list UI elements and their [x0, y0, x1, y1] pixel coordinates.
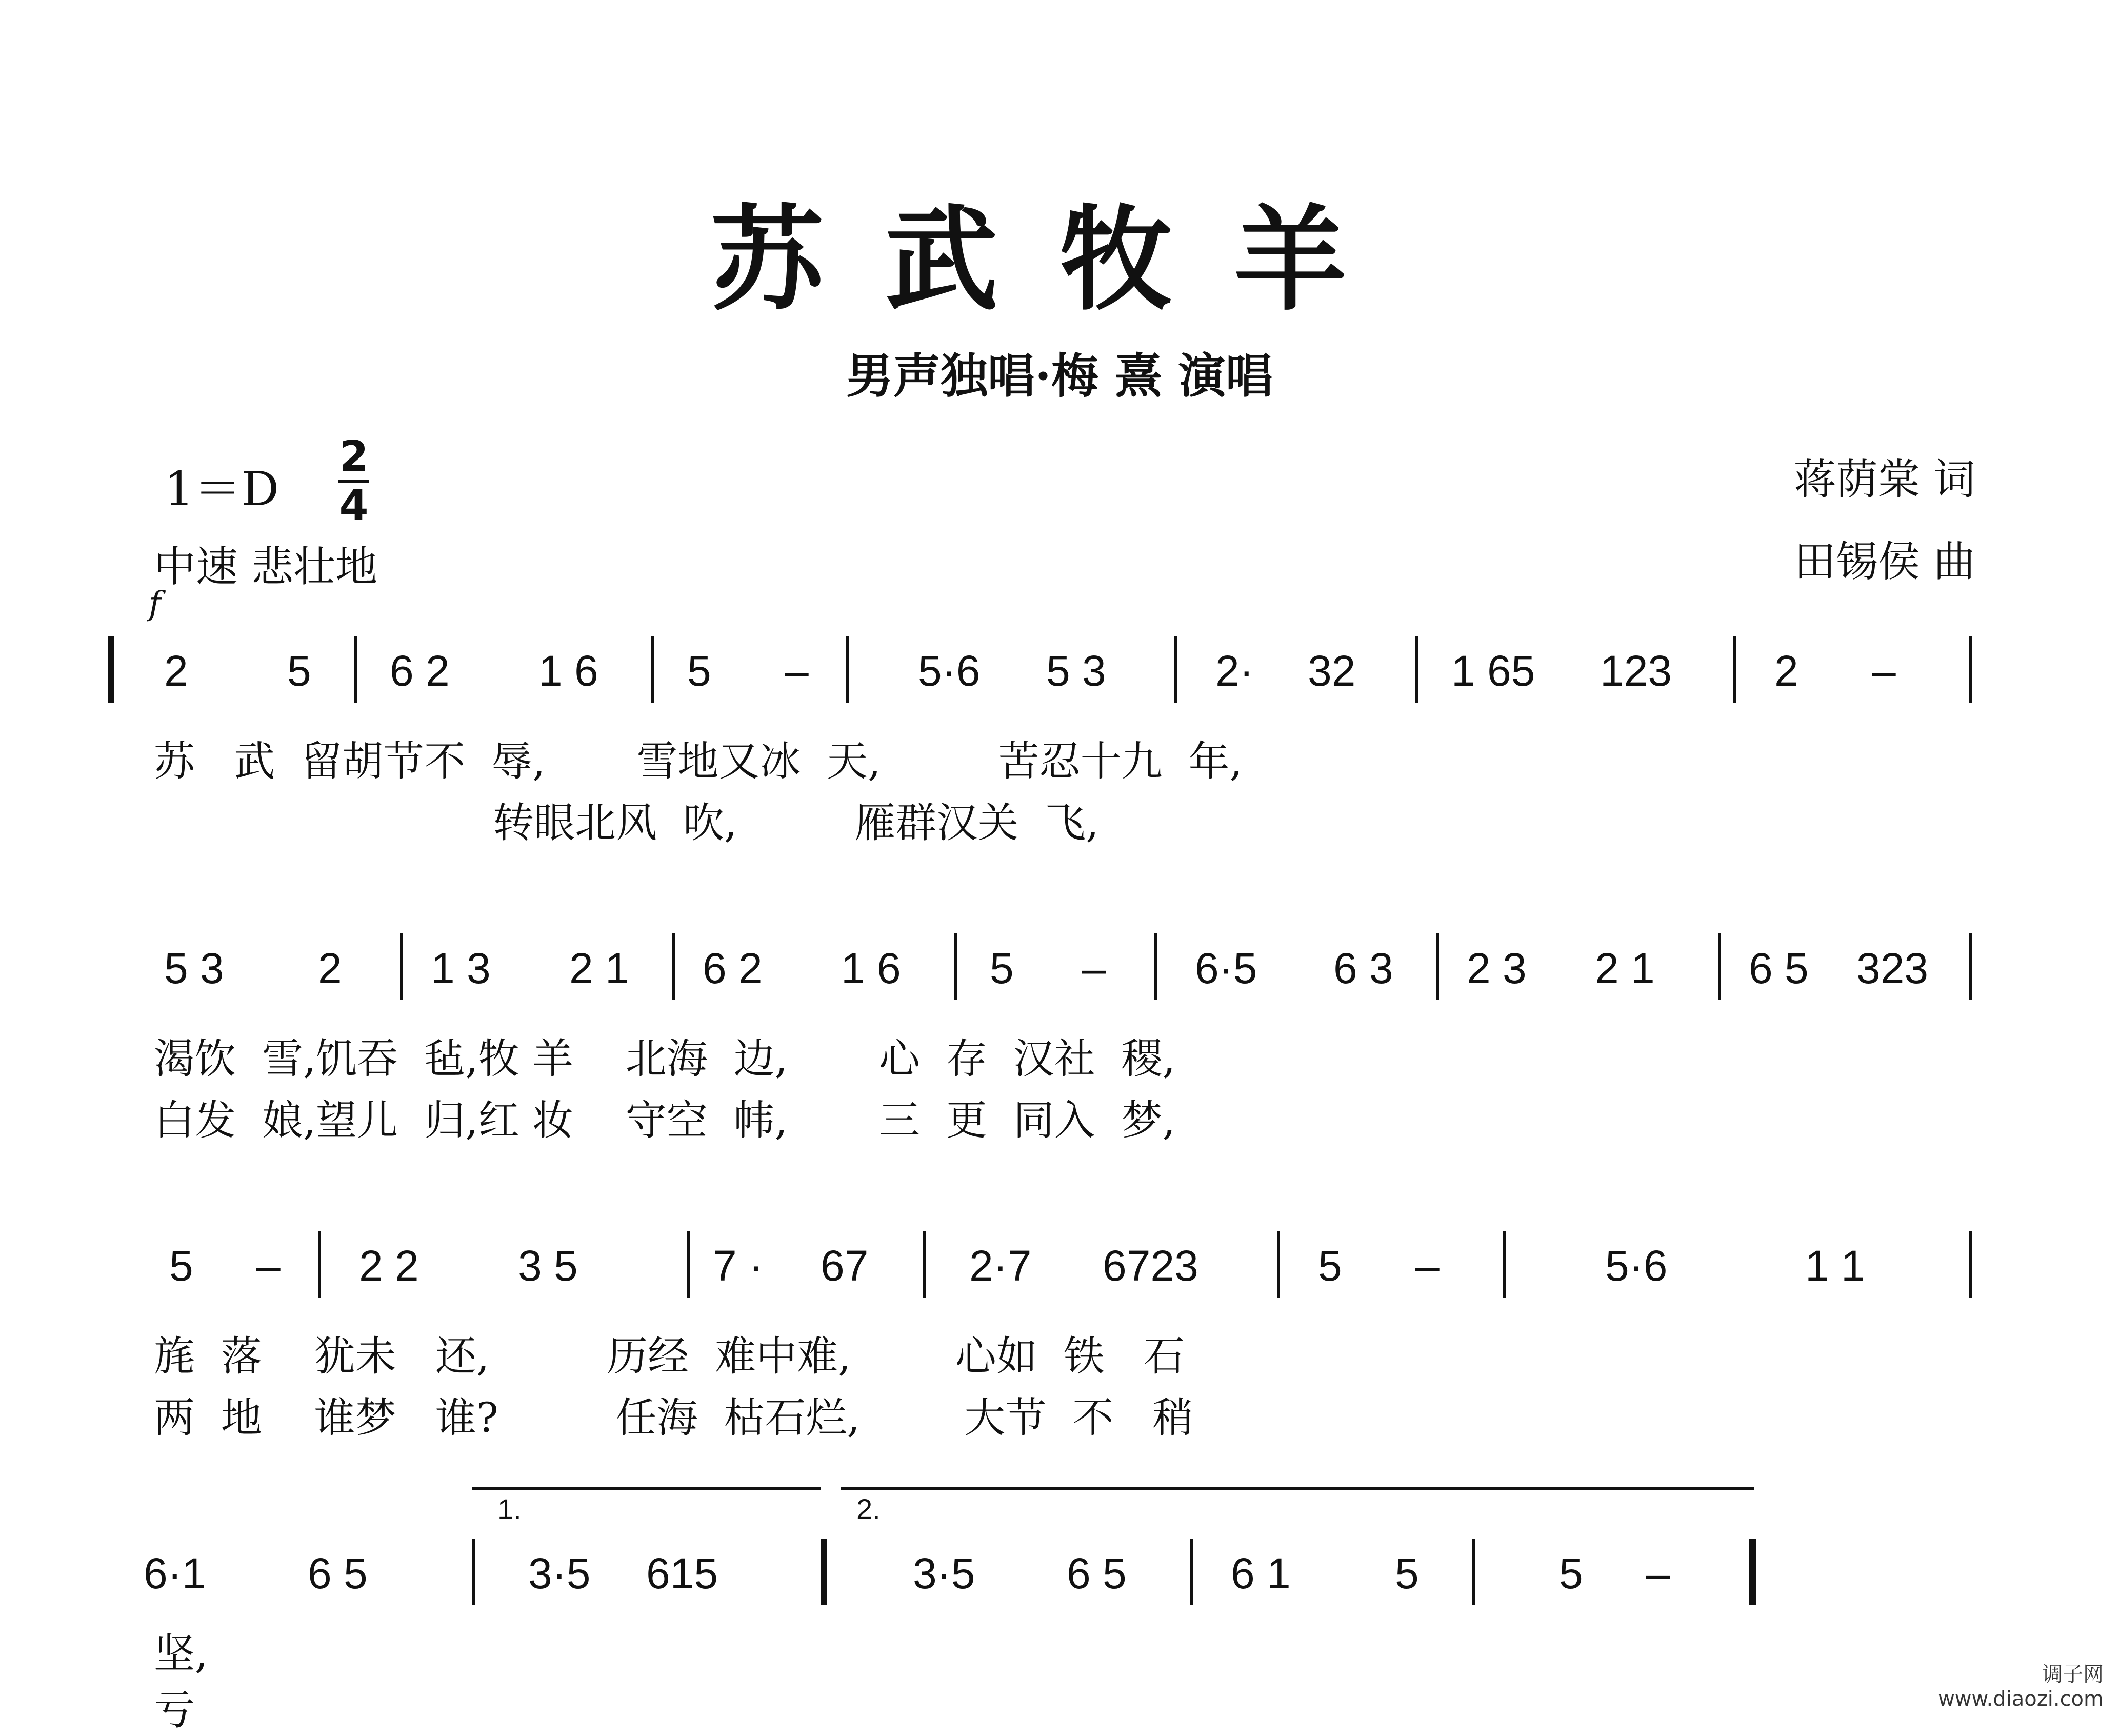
note: 6 2: [703, 944, 763, 992]
note: 32: [1308, 647, 1356, 695]
note: 6 5: [1749, 944, 1809, 992]
tempo-marking: 中速 悲壮地: [154, 543, 378, 591]
note: 6723: [1103, 1242, 1198, 1290]
note: 1 3: [431, 944, 491, 992]
note: 6 5: [1067, 1549, 1127, 1598]
note: 2·: [1215, 647, 1254, 695]
time-signature: [338, 432, 369, 530]
note: 1 65: [1451, 647, 1535, 695]
note: 1 6: [538, 647, 598, 695]
note: 5·6: [1605, 1242, 1668, 1290]
page-subtitle: 男声独唱·梅 熹 演唱: [846, 348, 1273, 404]
lyric-line: 坚,: [154, 1630, 208, 1678]
lyric-line: 旄 落 犹未 还, 历经 难中难, 心如 铁 石: [154, 1332, 1185, 1380]
note: 5: [687, 647, 711, 695]
note: 2·7: [969, 1242, 1032, 1290]
note: –: [1872, 647, 1896, 695]
note: 5 3: [1046, 647, 1106, 695]
lyric-line: 转眼北风 吹, 雁群汉关 飞,: [154, 799, 1099, 847]
lyric-line: 亏: [154, 1686, 195, 1734]
note: –: [256, 1242, 281, 1290]
note: –: [785, 647, 809, 695]
note: 67: [821, 1242, 869, 1290]
note: 2 1: [569, 944, 629, 992]
note: 6·1: [144, 1549, 206, 1598]
note: 123: [1600, 647, 1672, 695]
note: 5·6: [918, 647, 981, 695]
lyricist-credit: 蒋荫棠 词: [1793, 455, 1975, 504]
note: 5: [169, 1242, 193, 1290]
note: 1 1: [1805, 1242, 1865, 1290]
note: 2 2: [359, 1242, 419, 1290]
lyric-line: 苏 武 留胡节不 辱, 雪地又冰 天, 苦忍十九 年,: [154, 737, 1243, 785]
note: 2: [164, 647, 188, 695]
note: 5: [1318, 1242, 1342, 1290]
note: 7 ·: [713, 1242, 764, 1290]
watermark-line-1: 调子网: [2042, 1663, 2104, 1686]
note: 323: [1856, 944, 1929, 992]
note: 2: [318, 944, 342, 992]
note: 6 2: [390, 647, 450, 695]
note: 5: [1559, 1549, 1583, 1598]
lyric-line: 两 地 谁梦 谁? 任海 枯石烂, 大节 不 稍: [154, 1394, 1194, 1442]
note: 6 5: [308, 1549, 368, 1598]
lyric-line: 渴饮 雪,饥吞 毡,牧 羊 北海 边, 心 存 汉社 稷,: [154, 1035, 1176, 1083]
note: 3 5: [518, 1242, 578, 1290]
time-signature-bottom: 4: [339, 482, 369, 530]
note: 615: [646, 1549, 718, 1598]
note: 5: [990, 944, 1014, 992]
note: 5 3: [164, 944, 224, 992]
lyric-line: 白发 娘,望儿 归,红 妆 守空 帏, 三 更 同入 梦,: [154, 1096, 1176, 1144]
note: 6·5: [1195, 944, 1257, 992]
note: 5: [287, 647, 311, 695]
note: 2 3: [1467, 944, 1527, 992]
note: 2: [1774, 647, 1798, 695]
note: 5: [1395, 1549, 1419, 1598]
composer-credit: 田锡侯 曲: [1793, 537, 1975, 586]
dynamic-marking: f: [149, 585, 161, 623]
note: 6 3: [1333, 944, 1393, 992]
note: 1 6: [841, 944, 901, 992]
note: –: [1646, 1549, 1670, 1598]
time-signature-top: 2: [339, 432, 369, 481]
note: –: [1415, 1242, 1440, 1290]
note: 6 1: [1231, 1549, 1291, 1598]
note: 3·5: [528, 1549, 591, 1598]
watermark: [1938, 1658, 2104, 1711]
page-title: 苏武牧羊: [710, 193, 1408, 326]
watermark-line-2: www.diaozi.com: [1938, 1687, 2104, 1711]
note: 2 1: [1595, 944, 1655, 992]
note: –: [1082, 944, 1106, 992]
ending-label: 1.: [497, 1493, 522, 1525]
note: 3·5: [913, 1549, 975, 1598]
key-signature: 1＝D: [164, 462, 279, 516]
ending-label: 2.: [856, 1493, 881, 1525]
